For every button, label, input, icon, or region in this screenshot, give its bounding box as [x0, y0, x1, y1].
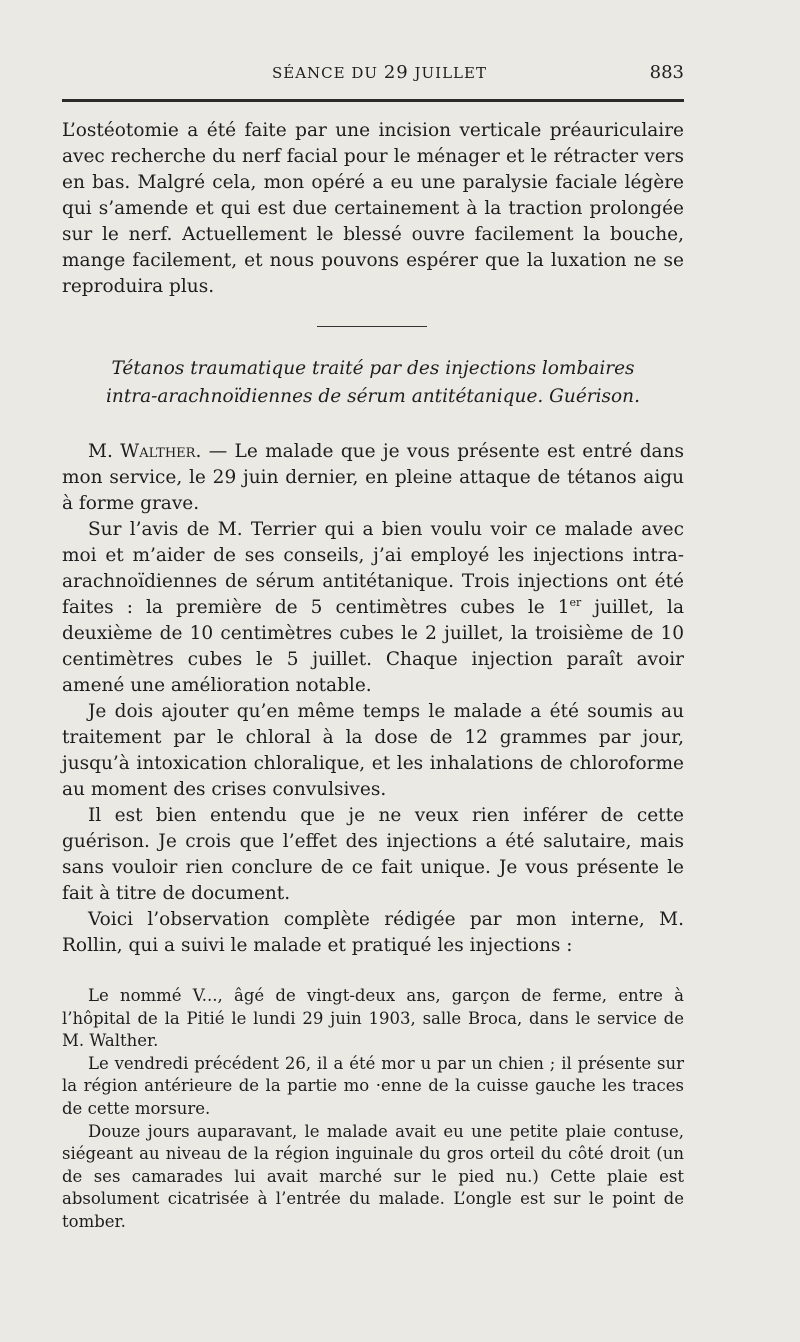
running-head-day: 29: [383, 62, 409, 83]
running-head: [272, 62, 487, 83]
section-title: [62, 355, 684, 411]
observation-paragraph-1: Le nommé V..., âgé de vingt-deux ans, garçon de ferme, entre à l’hôpital de la Pitié le lundi 29 juin 1903, salle Broca, dans le service de M. Walther.: [62, 986, 684, 1051]
running-head-prefix: SÉANCE DU: [272, 64, 384, 82]
walther-paragraph-1: [62, 439, 684, 517]
walther-paragraph-4: Il est bien entendu que je ne veux rien inférer de cette guérison. Je crois que l’effet des injections a été salutaire, mais sans vouloir rien conclure de ce fait unique. Je vous présente le fait à titre de document.: [62, 805, 684, 904]
walther-paragraph-1-text: — Le malade que je vous présente est entré dans mon service, le 29 juin dernier, en pleine attaque de tétanos aigu à forme grave.: [62, 441, 684, 514]
header-rule: [62, 99, 684, 102]
section-separator: [317, 326, 427, 327]
ordinal-superscript: er: [569, 595, 582, 609]
observation-paragraph-3: Douze jours auparavant, le malade avait eu une petite plaie contuse, siégeant au niveau de la région inguinale du gros orteil du côté droit (un de ses camarades lui avait marché sur le pied nu.) Cette plaie est absolument cicatrisée à l’entrée du malade. L’ongle est sur le point de tomber.: [62, 1121, 684, 1231]
section-title-line-2: intra-arachnoïdiennes de sérum antitétanique. Guérison.: [106, 386, 640, 407]
page-number: 883: [649, 62, 684, 83]
running-head-suffix: JUILLET: [408, 64, 487, 82]
page-header: [62, 62, 684, 86]
section-title-line-1: Tétanos traumatique traité par des injections lombaires: [111, 358, 635, 379]
continuation-paragraph: L’ostéotomie a été faite par une incision verticale préauriculaire avec recherche du nerf facial pour le ménager et le rétracter vers en bas. Malgré cela, mon opéré a eu une paralysie faciale légère qui s’amende et qui est due certainement à la traction prolongée sur le nerf. Actuellement le blessé ouvre facilement la bouche, mange facilement, et nous pouvons espérer que la luxation ne se reproduira plus.: [62, 120, 684, 297]
observation-paragraph-2: Le vendredi précédent 26, il a été mor u par un chien ; il présente sur la région antérieure de la partie mo ·enne de la cuisse gauche les traces de cette morsure.: [62, 1053, 684, 1118]
walther-paragraph-2: [62, 517, 684, 699]
walther-paragraph-5: Voici l’observation complète rédigée par mon interne, M. Rollin, qui a suivi le malade et pratiqué les injections :: [62, 909, 684, 956]
walther-paragraph-3: Je dois ajouter qu’en même temps le malade a été soumis au traitement par le chloral à la dose de 12 grammes par jour, jusqu’à intoxication chloralique, et les inhalations de chloroforme au moment des crises convulsives.: [62, 701, 684, 800]
main-text: [62, 118, 684, 959]
observation-text: [62, 985, 684, 1234]
speaker-name: M. Walther.: [88, 441, 202, 462]
walther-paragraph-2-part-a: Sur l’avis de M. Terrier qui a bien voulu voir ce malade avec moi et m’aider de ses conseils, j’ai employé les injections intra-arachnoïdiennes de sérum antitétanique. Trois injections ont été faites : la première de 5 centimètres cubes le 1: [62, 519, 684, 618]
walther-paragraph-2-part-b: juillet, la deuxième de 10 centimètres cubes le 2 juillet, la troisième de 10 centimètres cubes le 5 juillet. Chaque injection paraît avoir amené une amélioration notable.: [62, 597, 685, 696]
